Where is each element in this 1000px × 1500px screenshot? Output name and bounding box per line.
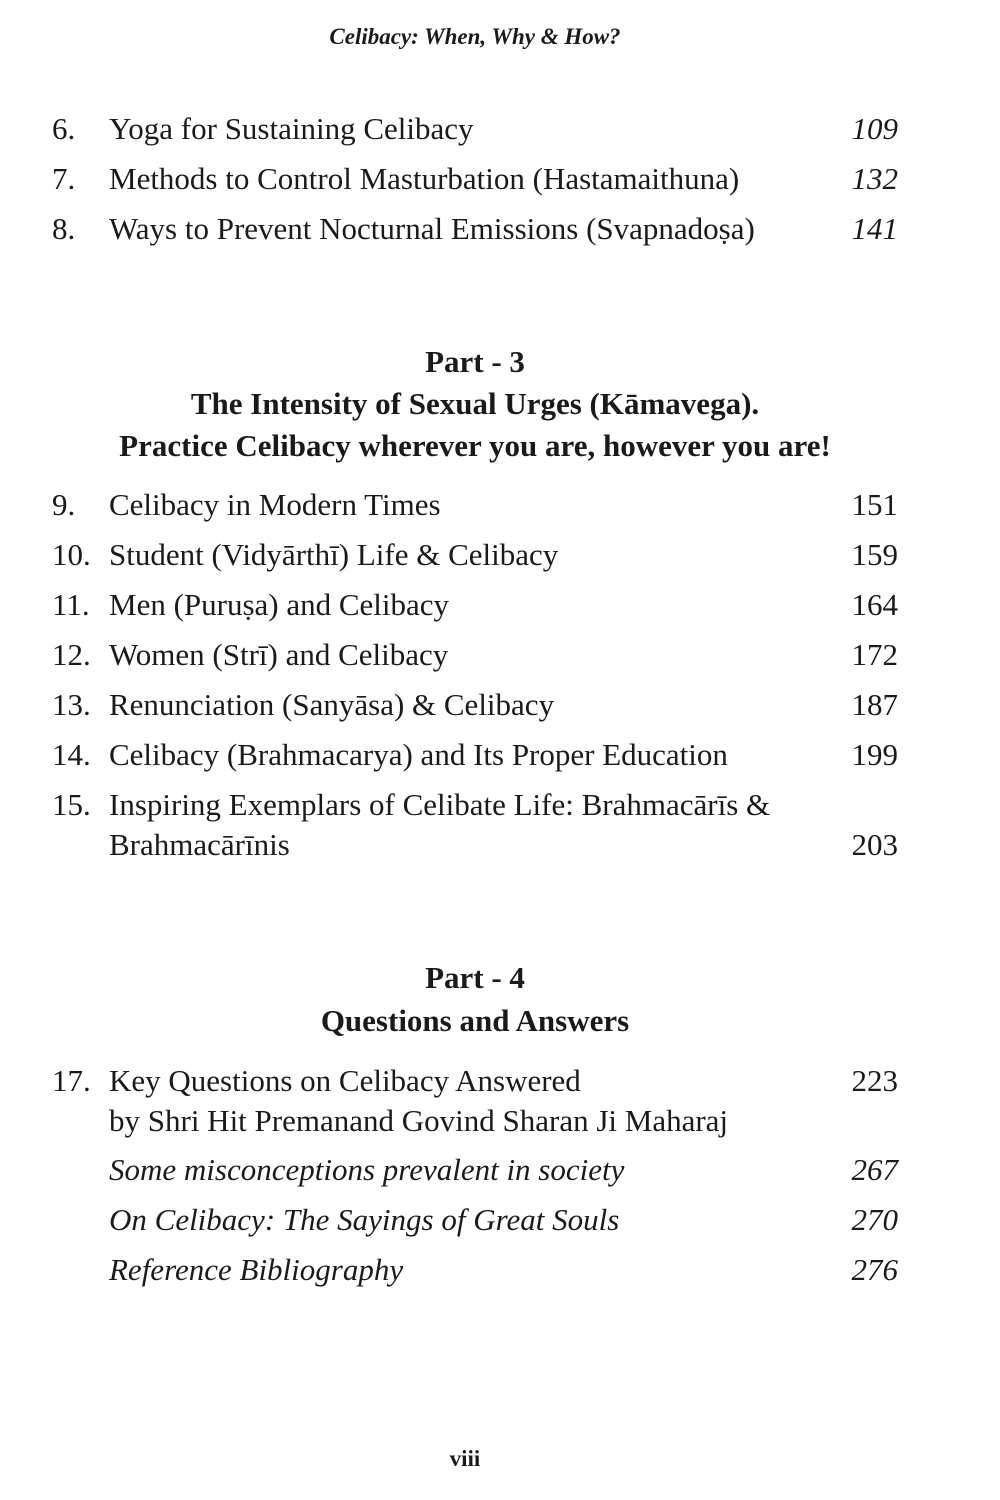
entry-number: 17. (52, 1063, 91, 1098)
entry-page: 159 (851, 537, 898, 572)
entry-title: Student (Vidyārthī) Life & Celibacy (109, 537, 559, 572)
part3-subtitle-line2: Practice Celibacy wherever you are, however you are! (119, 428, 831, 463)
entry-page: 223 (851, 1063, 898, 1098)
entry-page: 187 (851, 687, 898, 722)
entry-number: 14. (52, 737, 91, 772)
entry-page: 151 (851, 487, 898, 522)
entry-title: Ways to Prevent Nocturnal Emissions (Svapnadoṣa) (109, 211, 755, 246)
part3-label: Part - 3 (425, 344, 525, 379)
entry-number: 9. (52, 487, 76, 522)
entry-title: On Celibacy: The Sayings of Great Souls (109, 1202, 620, 1237)
entry-title: Some misconceptions prevalent in society (109, 1152, 625, 1187)
page-number: viii (449, 1446, 481, 1471)
entry-page: 267 (851, 1152, 898, 1187)
entry-page: 270 (851, 1202, 898, 1237)
entry-page: 141 (851, 211, 898, 246)
part4-label: Part - 4 (425, 960, 525, 995)
entry-title: Methods to Control Masturbation (Hastamaithuna) (109, 161, 740, 196)
entry-number: 13. (52, 687, 91, 722)
entry-page: 164 (851, 587, 898, 622)
entry-title: Celibacy in Modern Times (109, 487, 441, 522)
entry-title: Reference Bibliography (109, 1252, 404, 1287)
entry-title-continued: by Shri Hit Premanand Govind Sharan Ji Maharaj (109, 1103, 729, 1138)
running-head: Celibacy: When, Why & How? (329, 24, 621, 49)
entry-page: 199 (851, 737, 898, 772)
entry-title: Celibacy (Brahmacarya) and Its Proper Education (109, 737, 728, 772)
entry-page: 276 (851, 1252, 898, 1287)
entry-page: 132 (851, 161, 898, 196)
entry-title: Women (Strī) and Celibacy (109, 637, 449, 672)
entry-title: Men (Puruṣa) and Celibacy (109, 587, 450, 622)
entry-title: Inspiring Exemplars of Celibate Life: Brahmacārīs & (109, 787, 771, 822)
entry-title-continued: Brahmacārīnis (109, 827, 290, 862)
entry-number: 11. (52, 587, 90, 622)
entry-title: Key Questions on Celibacy Answered (109, 1063, 581, 1098)
entry-page: 203 (851, 827, 898, 862)
entry-number: 7. (52, 161, 76, 196)
entry-number: 15. (52, 787, 91, 822)
entry-title: Yoga for Sustaining Celibacy (109, 111, 474, 146)
entry-number: 10. (52, 537, 91, 572)
entry-number: 6. (52, 111, 76, 146)
part4-subtitle: Questions and Answers (320, 1003, 630, 1038)
entry-page: 109 (851, 111, 898, 146)
entry-page: 172 (851, 637, 898, 672)
entry-number: 12. (52, 637, 91, 672)
entry-title: Renunciation (Sanyāsa) & Celibacy (109, 687, 555, 722)
entry-number: 8. (52, 211, 76, 246)
part3-subtitle-line1: The Intensity of Sexual Urges (Kāmavega). (190, 386, 760, 421)
